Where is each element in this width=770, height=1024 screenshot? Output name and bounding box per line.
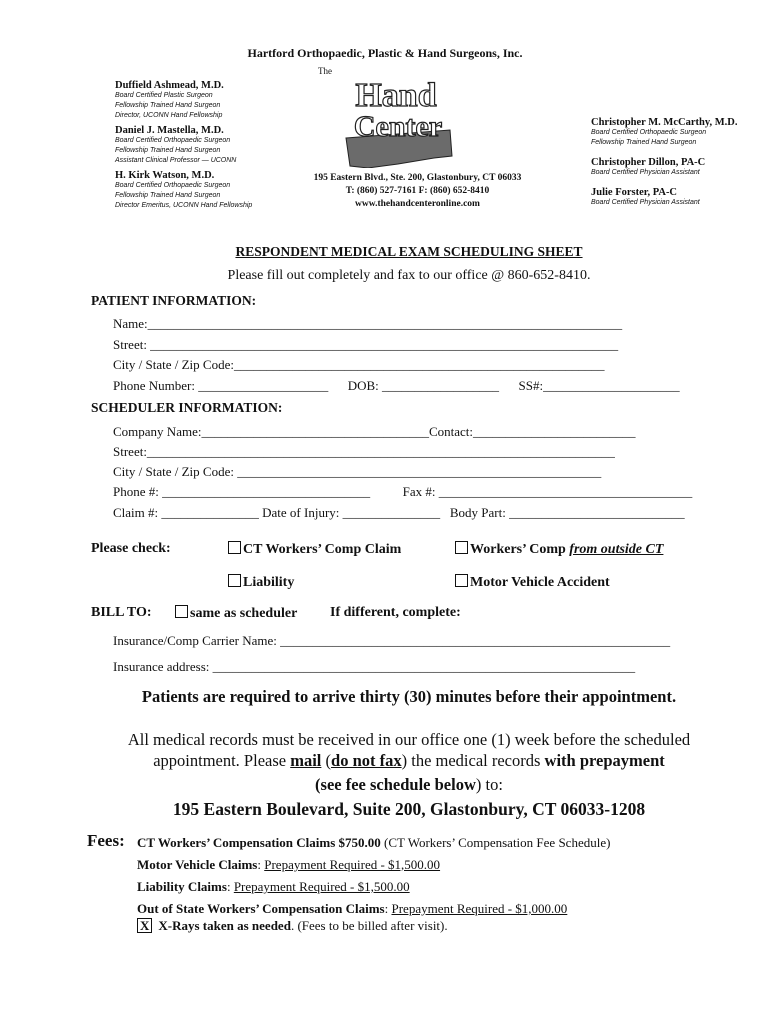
insurance-carrier-field[interactable]: Insurance/Comp Carrier Name: ____________________________________________________________ <box>113 633 671 648</box>
doctor-entry <box>115 170 315 211</box>
doctor-name: H. Kirk Watson, M.D. <box>115 170 215 181</box>
doctor-credential: Assistant Clinical Professor — UCONN <box>115 157 237 164</box>
left-doctor-list <box>115 80 315 215</box>
fee-liability: Liability Claims: Prepayment Required - $1,500.00 <box>137 879 410 894</box>
doctor-credential: Fellowship Trained Hand Surgeon <box>115 102 221 109</box>
xray-checked-box: X <box>137 918 152 933</box>
workers-comp-outside-ct-option[interactable] <box>455 541 663 558</box>
ct-workers-comp-option[interactable] <box>228 541 401 558</box>
records-text: ( <box>321 751 332 770</box>
fee-motor-vehicle: Motor Vehicle Claims: Prepayment Required - $1,500.00 <box>137 857 441 872</box>
fee-title: Motor Vehicle Claims <box>137 857 258 872</box>
please-check-label: Please check: <box>91 541 171 556</box>
motor-vehicle-accident-label: Motor Vehicle Accident <box>470 575 610 590</box>
doctor-name: Julie Forster, PA-C <box>591 187 678 198</box>
patient-street-field[interactable]: Street: ________________________________________________________________________ <box>113 337 619 352</box>
fee-detail: (CT Workers’ Compensation Fee Schedule) <box>380 835 611 850</box>
form-instruction: Please fill out completely and fax to our office @ 860-652-8410. <box>227 268 591 283</box>
hand-center-logo <box>338 68 458 168</box>
bill-to-label: BILL TO: <box>91 605 152 620</box>
doctor-credential: Board Certified Orthopaedic Surgeon <box>591 129 707 136</box>
doctor-credential: Board Certified Orthopaedic Surgeon <box>115 137 231 144</box>
right-doctor-list <box>591 117 761 217</box>
scheduler-info-heading: SCHEDULER INFORMATION: <box>91 400 283 415</box>
patient-info-heading: PATIENT INFORMATION: <box>91 293 257 308</box>
office-mailing-address: 195 Eastern Boulevard, Suite 200, Glastonbury, CT 06033-1208 <box>172 799 646 819</box>
doctor-name: Duffield Ashmead, M.D. <box>115 80 224 91</box>
outside-ct-label: from outside CT <box>569 542 664 557</box>
scheduler-street-field[interactable]: Street:________________________________________________________________________ <box>113 444 615 459</box>
checkbox[interactable] <box>455 574 468 587</box>
records-notice-line-1: All medical records must be received in our office one (1) week before the scheduled <box>127 730 691 749</box>
fee-ct-workers-comp <box>137 835 610 851</box>
fee-title: Out of State Workers’ Compensation Claims <box>137 901 385 916</box>
patient-name-field[interactable]: Name:_________________________________________________________________________ <box>113 316 623 331</box>
same-as-scheduler-label: same as scheduler <box>190 606 298 621</box>
arrival-notice: Patients are required to arrive thirty (30) minutes before their appointment. <box>141 687 677 706</box>
fee-detail: Prepayment Required - $1,000.00 <box>391 901 568 916</box>
insurance-address-field[interactable]: Insurance address: _________________________________________________________________ <box>113 659 636 674</box>
doctor-credential: Director Emeritus, UCONN Hand Fellowship <box>115 202 253 209</box>
fee-xrays <box>137 918 448 934</box>
fee-title: CT Workers’ Compensation Claims $750.00 <box>137 835 381 850</box>
checkbox[interactable] <box>175 605 188 618</box>
doctor-name: Christopher M. McCarthy, M.D. <box>591 117 738 128</box>
doctor-credential: Fellowship Trained Hand Surgeon <box>115 192 221 199</box>
liability-label: Liability <box>243 575 295 590</box>
records-notice-line-2 <box>0 751 770 771</box>
logo-center-text: Center <box>353 110 443 143</box>
checkbox[interactable] <box>455 541 468 554</box>
records-text: ) to: <box>475 775 503 794</box>
scheduler-phone-fax-field[interactable]: Phone #: ________________________________ Fax #: _______________________________________ <box>113 484 693 499</box>
doctor-credential: Board Certified Physician Assistant <box>591 199 700 206</box>
fee-detail: . (Fees to be billed after visit). <box>290 918 448 933</box>
fee-title: Liability Claims <box>137 879 227 894</box>
records-see-fee-schedule: (see fee schedule below <box>315 775 476 794</box>
fees-label: Fees: <box>87 831 125 850</box>
doctor-entry <box>115 80 315 121</box>
records-with-prepayment: with prepayment <box>544 751 665 770</box>
ct-workers-comp-label: CT Workers’ Comp Claim <box>243 542 402 557</box>
fee-out-of-state: Out of State Workers’ Compensation Claims: Prepayment Required - $1,000.00 <box>137 901 568 916</box>
checkbox[interactable] <box>228 541 241 554</box>
checkbox[interactable] <box>228 574 241 587</box>
patient-city-state-zip-field[interactable]: City / State / Zip Code:_________________________________________________________ <box>113 357 605 372</box>
fee-detail: Prepayment Required - $1,500.00 <box>233 879 410 894</box>
if-different-label: If different, complete: <box>330 605 461 620</box>
doctor-entry <box>115 125 315 166</box>
scheduler-company-contact-field[interactable]: Company Name:___________________________________Contact:_________________________ <box>113 424 636 439</box>
doctor-entry <box>591 117 761 148</box>
address-phone-fax: T: (860) 527-7161 F: (860) 652-8410 <box>345 186 490 196</box>
patient-phone-dob-ssn-field[interactable]: Phone Number: ____________________ DOB: __________________ SS#:_____________________ <box>113 378 680 393</box>
address-website[interactable]: www.thehandcenteronline.com <box>355 199 480 209</box>
records-text: ) the medical records <box>401 751 545 770</box>
records-text: appointment. Please <box>153 751 291 770</box>
doctor-credential: Board Certified Orthopaedic Surgeon <box>115 182 231 189</box>
liability-option[interactable] <box>228 574 294 591</box>
doctor-name: Daniel J. Mastella, M.D. <box>115 125 224 136</box>
doctor-credential: Fellowship Trained Hand Surgeon <box>115 147 221 154</box>
logo-the-text: The <box>318 66 332 76</box>
doctor-entry <box>591 157 761 178</box>
fee-detail: Prepayment Required - $1,500.00 <box>264 857 441 872</box>
form-title: RESPONDENT MEDICAL EXAM SCHEDULING SHEET <box>235 244 583 259</box>
scheduler-city-state-zip-field[interactable]: City / State / Zip Code: ________________________________________________________ <box>113 464 602 479</box>
doctor-credential: Director, UCONN Hand Fellowship <box>115 112 223 119</box>
fee-title: X-Rays taken as needed <box>158 918 291 933</box>
doctor-entry <box>591 187 761 208</box>
motor-vehicle-accident-option[interactable] <box>455 574 610 591</box>
workers-comp-label: Workers’ Comp <box>470 542 570 557</box>
doctor-credential: Board Certified Plastic Surgeon <box>115 92 213 99</box>
same-as-scheduler-option[interactable] <box>175 605 297 622</box>
logo-hand-text: Hand <box>355 77 437 114</box>
doctor-credential: Fellowship Trained Hand Surgeon <box>591 139 697 146</box>
practice-address <box>300 172 535 211</box>
records-mail: mail <box>290 751 322 770</box>
doctor-credential: Board Certified Physician Assistant <box>591 169 700 176</box>
address-street: 195 Eastern Blvd., Ste. 200, Glastonbury, CT 06033 <box>313 173 522 183</box>
doctor-name: Christopher Dillon, PA-C <box>591 157 706 168</box>
scheduler-claim-injury-field[interactable]: Claim #: _______________ Date of Injury: _______________ Body Part: ___________________________ <box>113 505 685 520</box>
practice-name: Hartford Orthopaedic, Plastic & Hand Surgeons, Inc. <box>247 46 523 60</box>
records-do-not-fax: do not fax <box>331 751 402 770</box>
records-notice-line-3 <box>0 775 770 795</box>
